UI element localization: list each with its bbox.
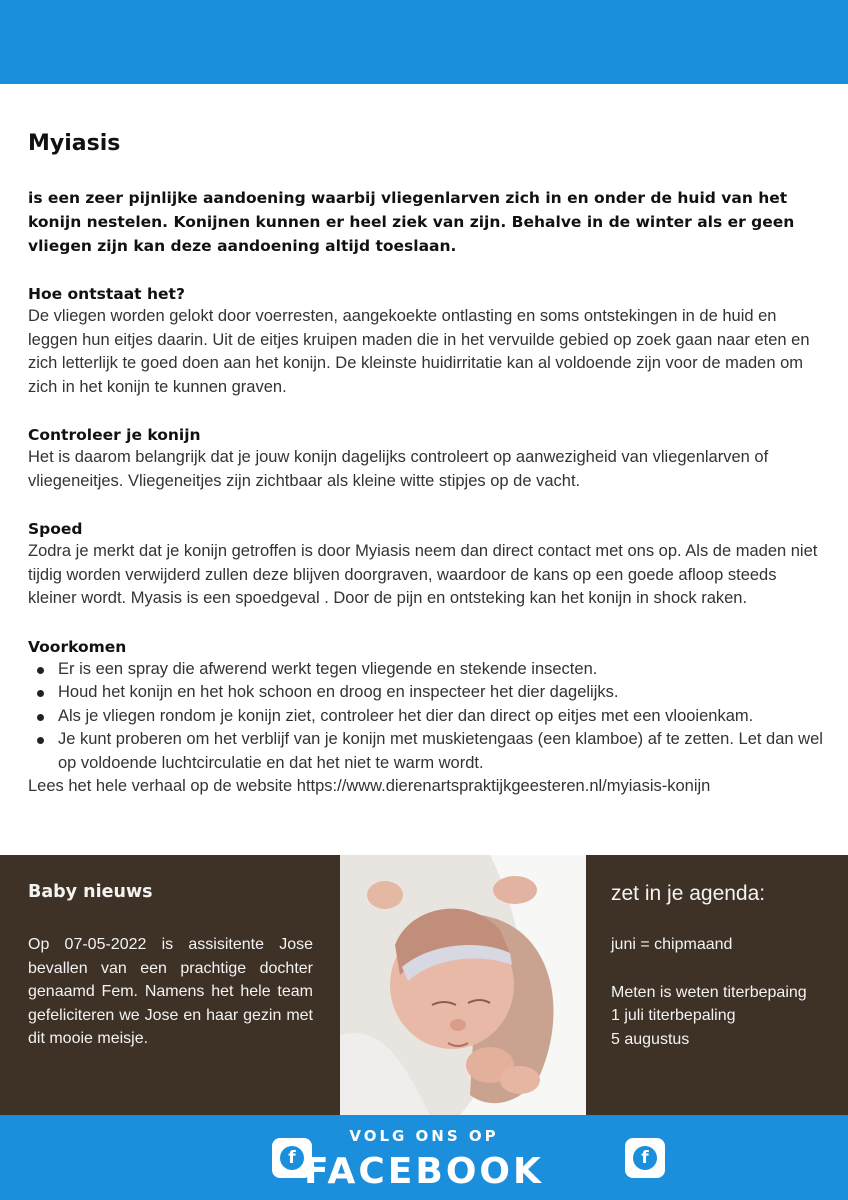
facebook-letter: f: [633, 1146, 657, 1170]
baby-photo: [340, 855, 586, 1115]
section-heading: Spoed: [28, 520, 83, 538]
intro-text: is een zeer pijnlijke aandoening waarbij vliegenlarven zich in en onder de huid van het konijn nestelen. Konijnen kunnen er heel ziek van zijn. Behalve in de winter als er geen vliegen zijn kan deze aandoening altijd toeslaan.: [28, 189, 795, 255]
agenda-item-titer: [611, 981, 841, 1052]
bullet-icon: [37, 690, 44, 697]
section-cause: [28, 283, 828, 399]
section-heading: Hoe ontstaat het?: [28, 285, 185, 303]
section-check: [28, 424, 828, 493]
bullet-icon: [37, 714, 44, 721]
top-banner: [0, 0, 848, 84]
baby-news-title: Baby nieuws: [28, 882, 153, 902]
list-item-text: Je kunt proberen om het verblijf van je konijn met muskietengaas (een klamboe) af te zetten. Let dan wel op voldoende luchtcirculatie en dat het niet te warm wordt.: [58, 730, 823, 772]
list-item-text: Er is een spray die afwerend werkt tegen vliegende en stekende insecten.: [58, 659, 598, 678]
agenda-line: Meten is weten titerbepaing: [611, 983, 807, 1001]
section-body: De vliegen worden gelokt door voerresten, aangekoekte ontlasting en soms ontstekingen in de huid en leggen hun eitjes daarin. Uit de eitjes kruipen maden die in het vervuilde gebied op zoek gaan naar eten en zich letterlijk te goed doen aan het konijn. De kleinste huidirritatie kan al voldoende zijn voor de maden om zich in het konijn te kunnen graven.: [28, 307, 810, 396]
list-item-text: Als je vliegen rondom je konijn ziet, controleer het dier dan direct op eitjes met een vlooienkam.: [58, 706, 754, 725]
facebook-link[interactable]: FACEBOOK: [304, 1151, 544, 1192]
list-item: [28, 681, 828, 705]
section-heading: Controleer je konijn: [28, 426, 201, 444]
section-prevention: [28, 636, 828, 799]
baby-news-text: Op 07-05-2022 is assisitente Jose bevallen van een prachtige dochter genaamd Fem. Namens het hele team gefeliciteren we Jose en haar gezin met dit mooie meisje.: [28, 936, 313, 1047]
follow-us-label: VOLG ONS OP: [349, 1127, 499, 1145]
list-item: [28, 705, 828, 729]
agenda-line: 1 juli titerbepaling: [611, 1007, 736, 1024]
agenda-item-chip: juni = chipmaand: [611, 936, 733, 953]
baby-news: [28, 879, 313, 1051]
section-body: Het is daarom belangrijk dat je jouw konijn dagelijks controleert op aanwezigheid van vliegenlarven of vliegeneitjes. Vliegeneitjes zijn zichtbaar als kleine witte stipjes op de vacht.: [28, 448, 769, 490]
section-heading: Voorkomen: [28, 637, 127, 656]
agenda-title: zet in je agenda:: [611, 882, 766, 905]
article: [28, 128, 828, 799]
website-reference: Lees het hele verhaal op de website https://www.dierenartspraktijkgeesteren.nl/myiasis-konijn: [28, 777, 711, 795]
agenda-line: 5 augustus: [611, 1030, 690, 1048]
section-urgent: [28, 518, 828, 611]
bullet-icon: [37, 667, 44, 674]
page-title: Myiasis: [28, 131, 121, 156]
list-item-text: Houd het konijn en het hok schoon en droog en inspecteer het dier dagelijks.: [58, 683, 619, 701]
list-item: [28, 728, 828, 775]
bullet-icon: [37, 737, 44, 744]
facebook-letter: f: [280, 1146, 304, 1170]
agenda: [611, 879, 841, 1051]
baby-photo-illustration: [340, 855, 586, 1115]
prevention-list: [28, 658, 828, 776]
section-body: Zodra je merkt dat je konijn getroffen is door Myiasis neem dan direct contact met ons op. Als de maden niet tijdig worden verwijderd zullen deze blijven doorgraven, waardoor de kans op een goede afloop steeds kleiner wordt. Myasis is een spoedgeval . Door de pijn en ontsteking kan het konijn in shock raken.: [28, 542, 818, 607]
list-item: [28, 658, 828, 682]
